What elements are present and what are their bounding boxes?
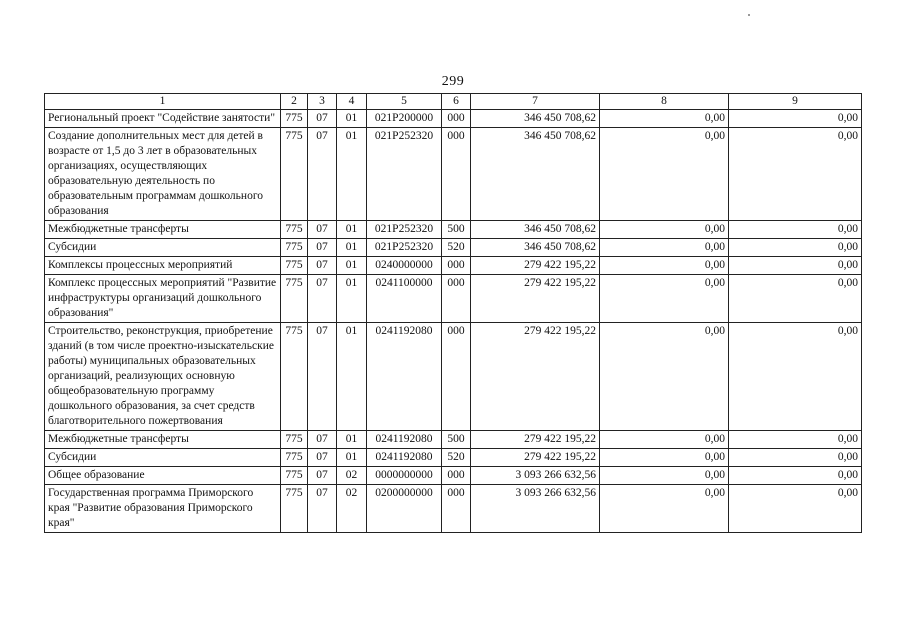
code-subsection: 01 [337, 323, 367, 431]
amount-col8: 0,00 [600, 221, 729, 239]
column-header-3: 3 [308, 94, 337, 110]
code-target: 021P200000 [367, 110, 442, 128]
amount-col8: 0,00 [600, 110, 729, 128]
code-section: 07 [308, 257, 337, 275]
code-target: 0241192080 [367, 449, 442, 467]
code-expense-type: 000 [442, 257, 471, 275]
amount-col9: 0,00 [729, 221, 862, 239]
amount-col7: 3 093 266 632,56 [471, 467, 600, 485]
row-name: Государственная программа Приморского края "Развитие образования Приморского края" [45, 485, 281, 533]
row-name: Субсидии [45, 239, 281, 257]
amount-col7: 279 422 195,22 [471, 275, 600, 323]
code-expense-type: 520 [442, 239, 471, 257]
column-header-2: 2 [281, 94, 308, 110]
table-row [45, 485, 862, 533]
amount-col8: 0,00 [600, 467, 729, 485]
amount-col9: 0,00 [729, 467, 862, 485]
page-number: 299 [441, 74, 465, 89]
code-expense-type: 500 [442, 221, 471, 239]
column-header-7: 7 [471, 94, 600, 110]
amount-col8: 0,00 [600, 128, 729, 221]
code-section: 07 [308, 485, 337, 533]
row-name: Комплекс процессных мероприятий "Развитие инфраструктуры организаций дошкольного образования" [45, 275, 281, 323]
code-ministry: 775 [281, 257, 308, 275]
code-expense-type: 520 [442, 449, 471, 467]
code-section: 07 [308, 323, 337, 431]
amount-col7: 3 093 266 632,56 [471, 485, 600, 533]
code-section: 07 [308, 128, 337, 221]
table-header [45, 94, 862, 110]
amount-col8: 0,00 [600, 275, 729, 323]
code-subsection: 01 [337, 257, 367, 275]
table-row [45, 257, 862, 275]
table-row [45, 110, 862, 128]
amount-col9: 0,00 [729, 431, 862, 449]
amount-col9: 0,00 [729, 485, 862, 533]
amount-col8: 0,00 [600, 257, 729, 275]
column-header-4: 4 [337, 94, 367, 110]
amount-col7: 279 422 195,22 [471, 449, 600, 467]
amount-col7: 279 422 195,22 [471, 323, 600, 431]
code-target: 0241100000 [367, 275, 442, 323]
code-ministry: 775 [281, 485, 308, 533]
code-expense-type: 500 [442, 431, 471, 449]
code-target: 021P252320 [367, 239, 442, 257]
code-section: 07 [308, 110, 337, 128]
row-name: Межбюджетные трансферты [45, 431, 281, 449]
row-name: Региональный проект "Содействие занятости" [45, 110, 281, 128]
code-ministry: 775 [281, 128, 308, 221]
column-header-9: 9 [729, 94, 862, 110]
code-section: 07 [308, 431, 337, 449]
column-header-6: 6 [442, 94, 471, 110]
amount-col9: 0,00 [729, 449, 862, 467]
amount-col7: 279 422 195,22 [471, 257, 600, 275]
row-name: Комплексы процессных мероприятий [45, 257, 281, 275]
code-ministry: 775 [281, 221, 308, 239]
code-ministry: 775 [281, 449, 308, 467]
column-header-1: 1 [45, 94, 281, 110]
code-expense-type: 000 [442, 467, 471, 485]
table-row [45, 467, 862, 485]
amount-col7: 346 450 708,62 [471, 110, 600, 128]
code-ministry: 775 [281, 275, 308, 323]
code-target: 0200000000 [367, 485, 442, 533]
column-header-8: 8 [600, 94, 729, 110]
column-header-5: 5 [367, 94, 442, 110]
table-row [45, 239, 862, 257]
row-name: Субсидии [45, 449, 281, 467]
amount-col9: 0,00 [729, 110, 862, 128]
code-subsection: 01 [337, 128, 367, 221]
code-subsection: 01 [337, 221, 367, 239]
table-row [45, 128, 862, 221]
code-section: 07 [308, 239, 337, 257]
table-row [45, 275, 862, 323]
row-name: Создание дополнительных мест для детей в возрасте от 1,5 до 3 лет в образовательных организациях, осуществляющих образовательную деятельность по образовательным программам дошкольного образования [45, 128, 281, 221]
code-expense-type: 000 [442, 485, 471, 533]
code-expense-type: 000 [442, 323, 471, 431]
table-row [45, 431, 862, 449]
amount-col8: 0,00 [600, 239, 729, 257]
code-ministry: 775 [281, 239, 308, 257]
row-name: Строительство, реконструкция, приобретение зданий (в том числе проектно-изыскательские работы) муниципальных образовательных организаций, реализующих основную общеобразовательную программу дошкольного образования, за счет средств благотворительного пожертвования [45, 323, 281, 431]
table-row [45, 449, 862, 467]
code-expense-type: 000 [442, 275, 471, 323]
amount-col8: 0,00 [600, 431, 729, 449]
amount-col9: 0,00 [729, 323, 862, 431]
code-target: 0241192080 [367, 431, 442, 449]
code-target: 0240000000 [367, 257, 442, 275]
table-row [45, 323, 862, 431]
code-subsection: 01 [337, 449, 367, 467]
table-row [45, 221, 862, 239]
code-expense-type: 000 [442, 128, 471, 221]
amount-col9: 0,00 [729, 275, 862, 323]
amount-col9: 0,00 [729, 128, 862, 221]
amount-col7: 346 450 708,62 [471, 221, 600, 239]
row-name: Межбюджетные трансферты [45, 221, 281, 239]
amount-col9: 0,00 [729, 239, 862, 257]
code-ministry: 775 [281, 110, 308, 128]
amount-col8: 0,00 [600, 323, 729, 431]
code-target: 0000000000 [367, 467, 442, 485]
code-target: 0241192080 [367, 323, 442, 431]
budget-table [44, 93, 862, 533]
code-ministry: 775 [281, 467, 308, 485]
code-ministry: 775 [281, 323, 308, 431]
code-subsection: 02 [337, 485, 367, 533]
amount-col7: 279 422 195,22 [471, 431, 600, 449]
code-target: 021P252320 [367, 221, 442, 239]
amount-col7: 346 450 708,62 [471, 128, 600, 221]
code-subsection: 01 [337, 239, 367, 257]
code-subsection: 01 [337, 110, 367, 128]
amount-col8: 0,00 [600, 485, 729, 533]
code-section: 07 [308, 221, 337, 239]
header-row [45, 94, 862, 110]
table-body [45, 110, 862, 533]
code-section: 07 [308, 449, 337, 467]
amount-col9: 0,00 [729, 257, 862, 275]
code-subsection: 01 [337, 275, 367, 323]
code-expense-type: 000 [442, 110, 471, 128]
code-section: 07 [308, 467, 337, 485]
code-subsection: 02 [337, 467, 367, 485]
amount-col7: 346 450 708,62 [471, 239, 600, 257]
scan-speck [748, 14, 750, 16]
code-subsection: 01 [337, 431, 367, 449]
code-target: 021P252320 [367, 128, 442, 221]
row-name: Общее образование [45, 467, 281, 485]
code-ministry: 775 [281, 431, 308, 449]
amount-col8: 0,00 [600, 449, 729, 467]
code-section: 07 [308, 275, 337, 323]
